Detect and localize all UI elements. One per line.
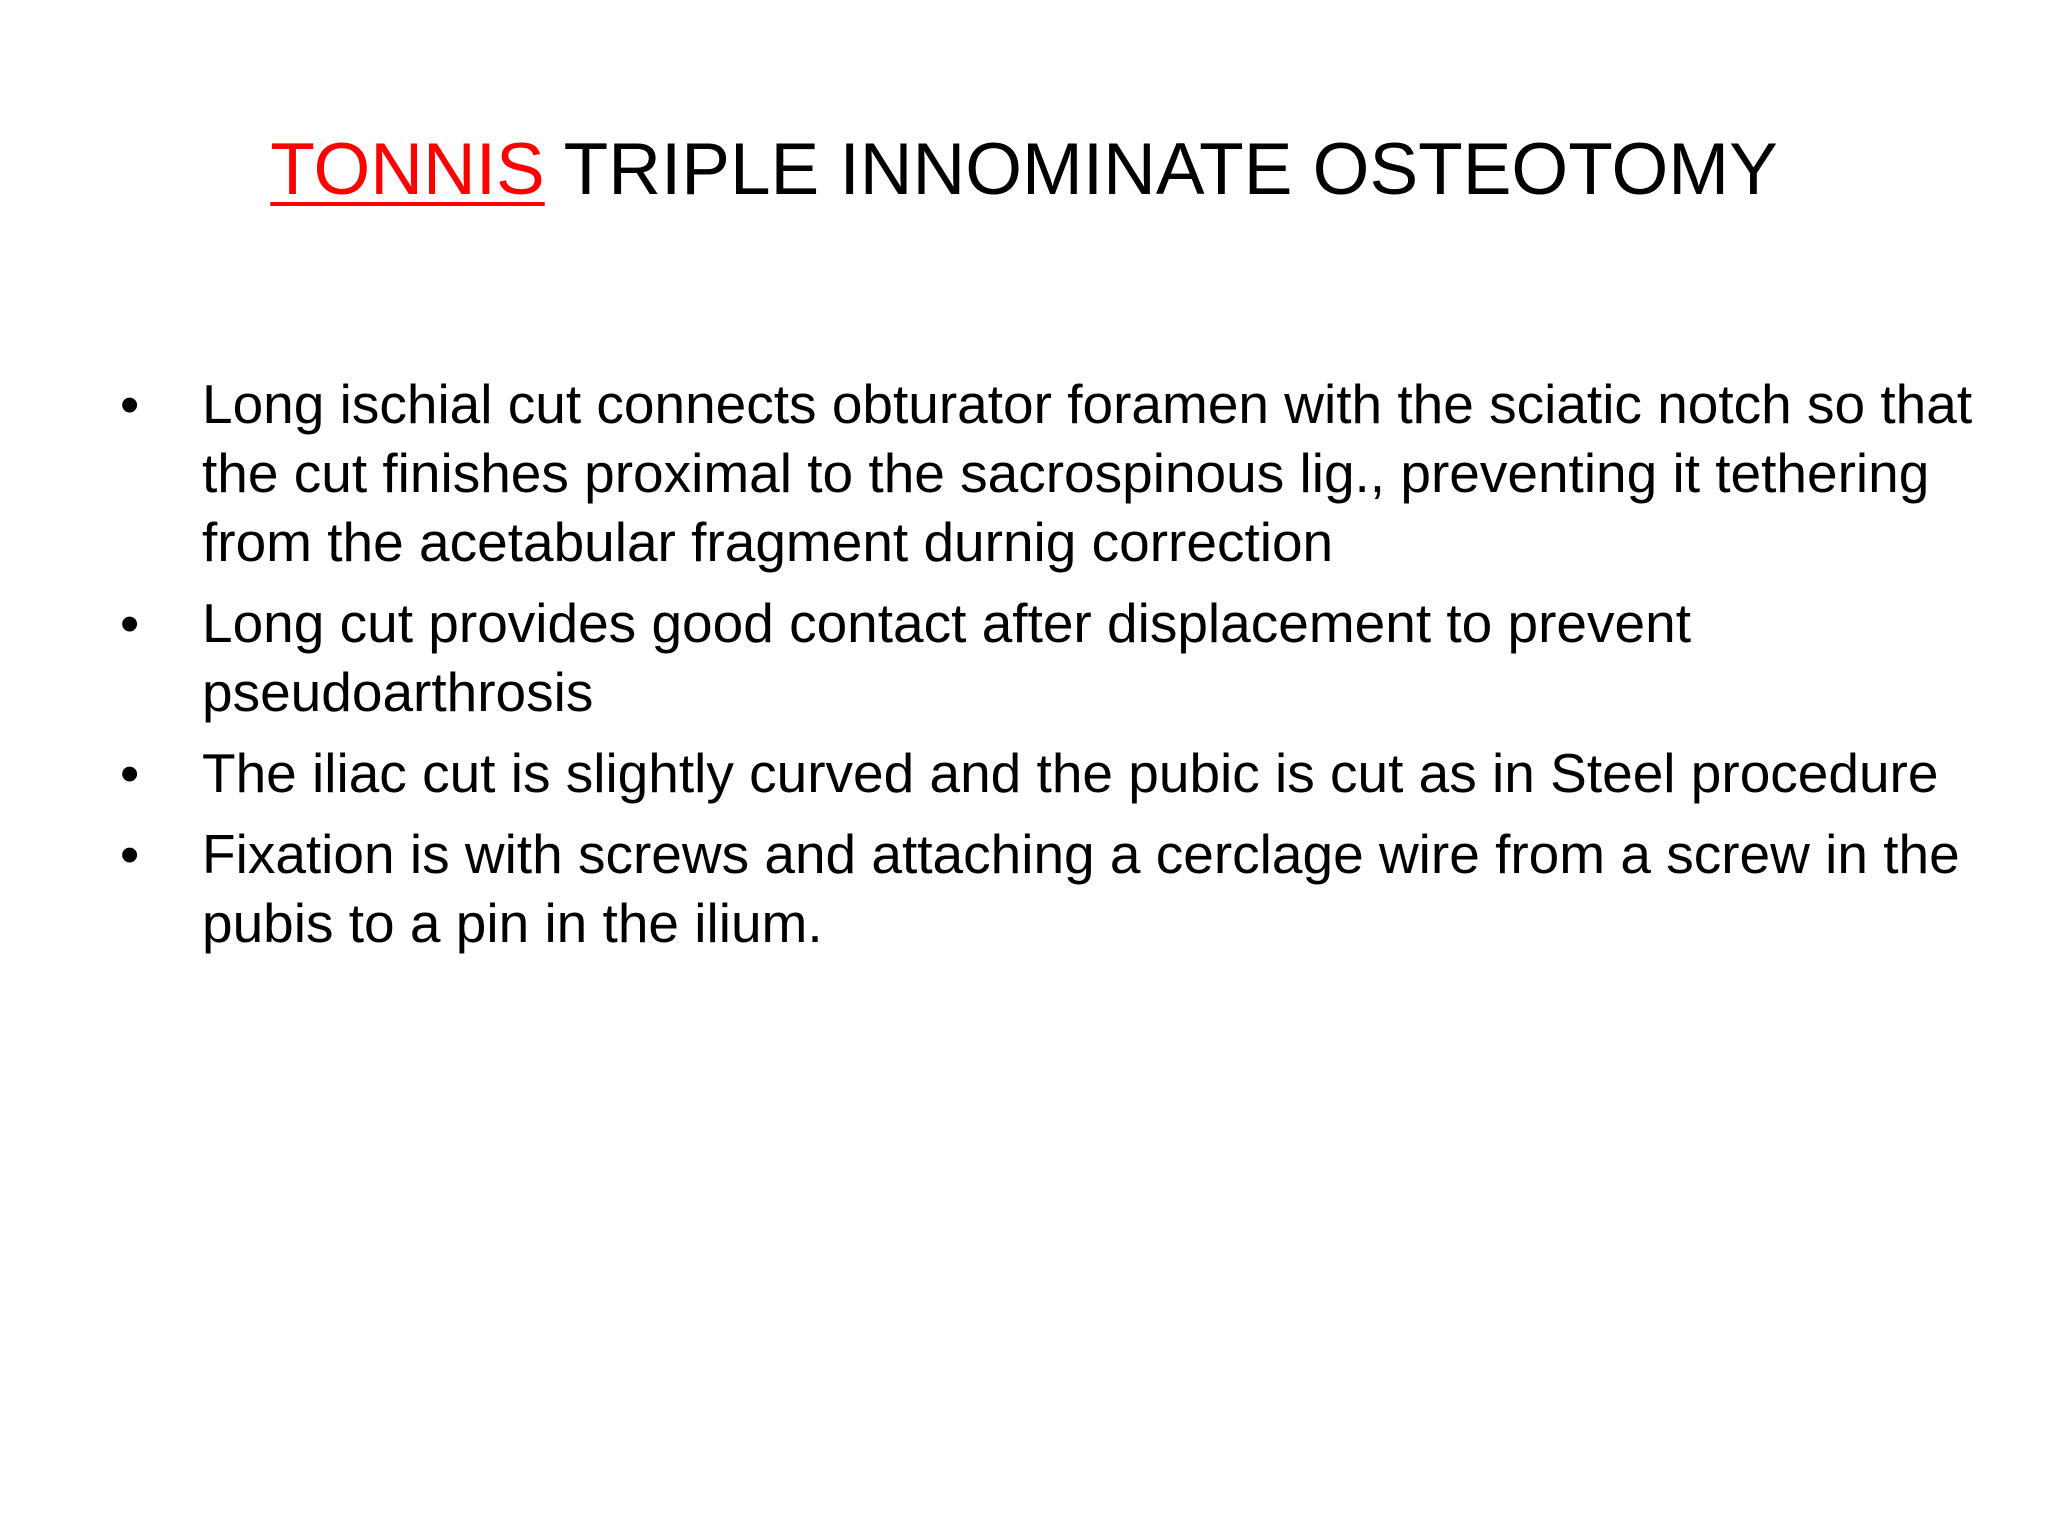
bullet-dot-icon: • [120, 373, 140, 435]
bullet-item [120, 820, 1980, 958]
slide-title [0, 125, 2048, 215]
bullet-item [120, 370, 1980, 577]
title-rest: TRIPLE INNOMINATE OSTEOTOMY [563, 129, 1778, 210]
bullet-text: Fixation is with screws and attaching a cerclage wire from a screw in the pubis to a pin in the ilium. [202, 823, 1960, 954]
bullet-text: Long ischial cut connects obturator foramen with the sciatic notch so that the cut finishes proximal to the sacrospinous lig., preventing it tethering from the acetabular fragment durnig correction [202, 373, 1973, 573]
bullet-text: The iliac cut is slightly curved and the pubic is cut as in Steel procedure [202, 742, 1939, 804]
bullet-text: Long cut provides good contact after displacement to prevent pseudoarthrosis [202, 592, 1691, 723]
title-accent: TONNIS [270, 129, 545, 210]
bullet-item [120, 739, 1980, 808]
bullet-list [120, 370, 1980, 970]
bullet-dot-icon: • [120, 742, 140, 804]
bullet-item [120, 589, 1980, 727]
bullet-dot-icon: • [120, 823, 140, 885]
bullet-dot-icon: • [120, 592, 140, 654]
